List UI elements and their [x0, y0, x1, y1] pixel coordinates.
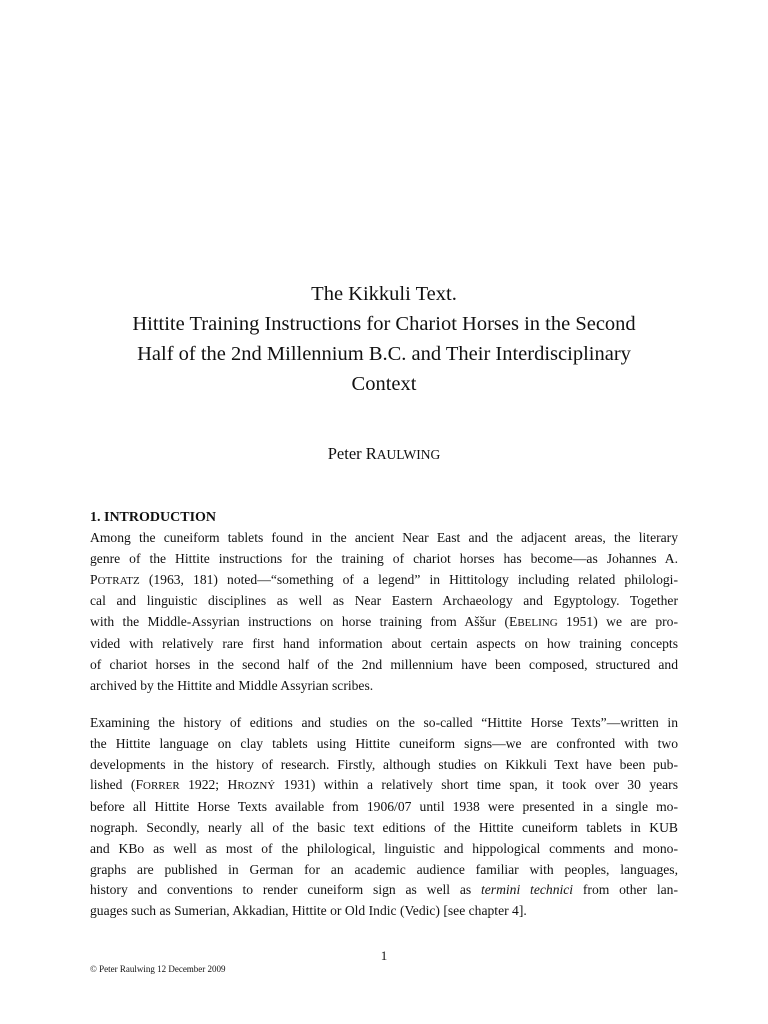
text-line: developments in the history of research. Firstly, although studies on Kikkuli Text have been pub- — [90, 756, 678, 772]
author-ref-rest: ROZNÝ — [237, 780, 276, 793]
paragraph-2 — [90, 713, 678, 922]
text-segment: from other lan- — [573, 882, 678, 898]
author-ref-rest: BELING — [517, 617, 558, 630]
author-last-initial: R — [365, 444, 377, 463]
text-line: Examining the history of editions and studies on the so-called “Hittite Horse Texts”—written in — [90, 715, 678, 730]
text-line — [90, 775, 678, 797]
text-line: of chariot horses in the second half of the 2nd millennium have been composed, structured and — [90, 656, 678, 672]
author-ref-initial: P — [90, 571, 98, 587]
text-line: the Hittite language on clay tablets using Hittite cuneiform signs—we are confronted with two — [90, 735, 678, 751]
text-line: genre of the Hittite instructions for the training of chariot horses has become—as Johannes A. — [90, 550, 678, 566]
author-last-rest: AULWING — [376, 447, 441, 462]
copyright-footer: © Peter Raulwing 12 December 2009 — [90, 964, 226, 974]
text-line — [90, 612, 678, 634]
section-heading: 1. INTRODUCTION — [90, 510, 217, 525]
text-line — [90, 880, 678, 901]
text-line: vided with relatively rare first hand information about certain aspects on how training concepts — [90, 635, 678, 651]
text-segment: (1963, 181) noted—“something of a legend” in Hittitology including related philologi- — [139, 571, 678, 587]
text-line — [90, 570, 678, 592]
title-line-2: Hittite Training Instructions for Chariot Horses in the Second — [132, 313, 636, 335]
text-segment: with the Middle-Assyrian instructions on horse training from Aššur ( — [90, 614, 510, 630]
text-line: cal and linguistic disciplines as well as Near Eastern Archaeology and Egyptology. Together — [90, 593, 678, 609]
text-segment: 1922; — [179, 777, 228, 793]
author-ref-rest: ORRER — [143, 780, 180, 793]
author-ref-initial: E — [509, 614, 518, 630]
text-line: graphs are published in German for an academic audience familiar with peoples, languages, — [90, 861, 678, 877]
text-line: nograph. Secondly, nearly all of the basic text editions of the Hittite cuneiform tablets in KUB — [90, 819, 678, 835]
text-line: archived by the Hittite and Middle Assyrian scribes. — [90, 677, 374, 693]
text-line: guages such as Sumerian, Akkadian, Hittite or Old Indic (Vedic) [see chapter 4]. — [90, 903, 527, 919]
author-name — [80, 444, 688, 464]
text-segment: 1951) we are pro- — [557, 614, 678, 630]
italic-term: termini technici — [480, 882, 574, 898]
text-line: Among the cuneiform tablets found in the ancient Near East and the adjacent areas, the literary — [90, 530, 678, 545]
text-segment: history and conventions to render cuneiform sign as well as — [90, 882, 481, 898]
author-first-name: Peter — [327, 444, 362, 463]
title-line-1: The Kikkuli Text. — [311, 283, 457, 305]
author-ref-rest: OTRATZ — [97, 574, 140, 587]
author-ref-initial: H — [227, 777, 238, 793]
text-line: and KBo as well as most of the philological, linguistic and hippological comments and mono- — [90, 840, 678, 856]
text-segment: 1931) within a relatively short time span, it took over 30 years — [275, 777, 678, 793]
paragraph-1 — [90, 528, 678, 696]
text-line: before all Hittite Horse Texts available from 1906/07 until 1938 were presented in a single mo- — [90, 799, 678, 815]
author-ref-initial: F — [135, 777, 143, 793]
text-segment: lished ( — [90, 777, 136, 793]
paper-title — [80, 279, 688, 399]
title-line-4: Context — [351, 373, 417, 395]
page-number: 1 — [380, 948, 388, 963]
title-line-3: Half of the 2nd Millennium B.C. and Their Interdisciplinary — [137, 343, 631, 365]
